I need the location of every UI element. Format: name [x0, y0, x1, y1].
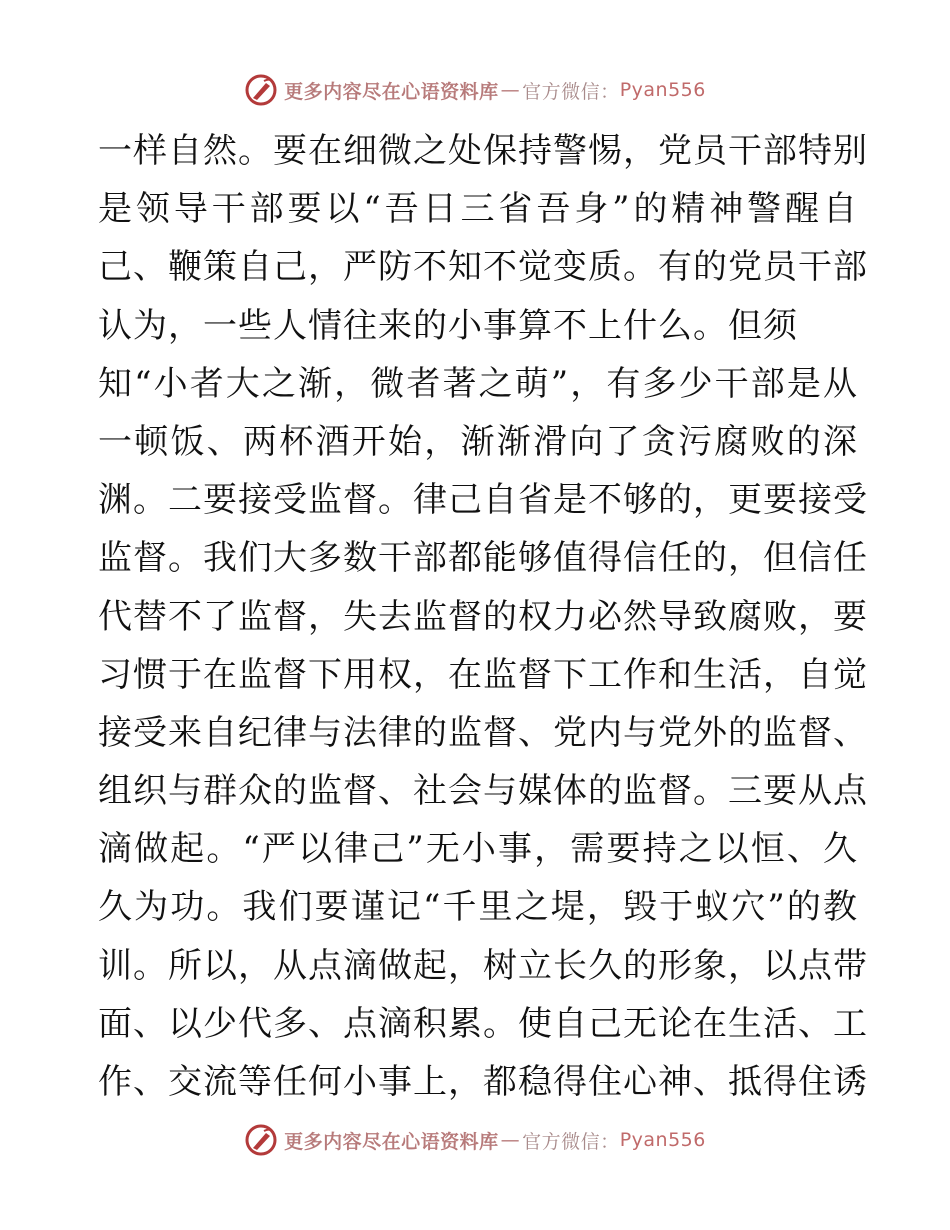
brand-logo-icon [244, 73, 278, 107]
text-line: 久为功。我们要谨记“千里之堤，毁于蚁穴”的教 [98, 887, 858, 928]
text-line: 面、以少代多、点滴积累。使自己无论在生活、工 [98, 1003, 868, 1044]
watermark-wechat-label: 官方微信： [522, 80, 620, 103]
text-line: 渊。二要接受监督。律己自省是不够的，更要接受 [98, 480, 868, 521]
text-line: 接受来自纪律与法律的监督、党内与党外的监督、 [98, 712, 868, 753]
watermark-text [284, 1127, 706, 1154]
text-line: 一样自然。要在细微之处保持警惕，党员干部特别 [98, 131, 868, 171]
watermark-dash: — [500, 1129, 521, 1151]
text-line: 一顿饭、两杯酒开始，渐渐滑向了贪污腐败的深 [98, 421, 858, 462]
brand-logo-icon [244, 1123, 278, 1157]
watermark-text [284, 77, 706, 104]
watermark-dash: — [500, 79, 521, 101]
text-line: 是领导干部要以“吾日三省吾身”的精神警醒自 [98, 189, 858, 230]
text-line: 认为，一些人情往来的小事算不上什么。但须 [98, 305, 798, 346]
text-line: 习惯于在监督下用权，在监督下工作和生活，自觉 [98, 654, 868, 695]
text-line: 代替不了监督，失去监督的权力必然导致腐败，要 [98, 596, 868, 637]
watermark-wechat-label: 官方微信： [522, 1130, 620, 1153]
text-line: 知“小者大之渐，微者著之萌”，有多少干部是从 [98, 363, 858, 404]
text-line: 组织与群众的监督、社会与媒体的监督。三要从点 [98, 771, 868, 812]
text-line: 滴做起。“严以律己”无小事，需要持之以恒、久 [98, 829, 858, 870]
header-watermark [0, 70, 950, 110]
watermark-wechat-id: Pyan556 [619, 1129, 706, 1151]
watermark-brand-text: 更多内容尽在心语资料库 [284, 80, 499, 103]
watermark-brand-text: 更多内容尽在心语资料库 [284, 1130, 499, 1153]
text-line: 己、鞭策自己，严防不知不觉变质。有的党员干部 [98, 247, 868, 288]
text-line: 监督。我们大多数干部都能够值得信任的，但信任 [98, 538, 868, 579]
footer-watermark [0, 1120, 950, 1160]
document-body [98, 122, 868, 1111]
text-line: 作、交流等任何小事上，都稳得住心神、抵得住诱 [98, 1062, 868, 1102]
watermark-wechat-id: Pyan556 [619, 79, 706, 101]
text-line: 训。所以，从点滴做起，树立长久的形象，以点带 [98, 945, 868, 986]
